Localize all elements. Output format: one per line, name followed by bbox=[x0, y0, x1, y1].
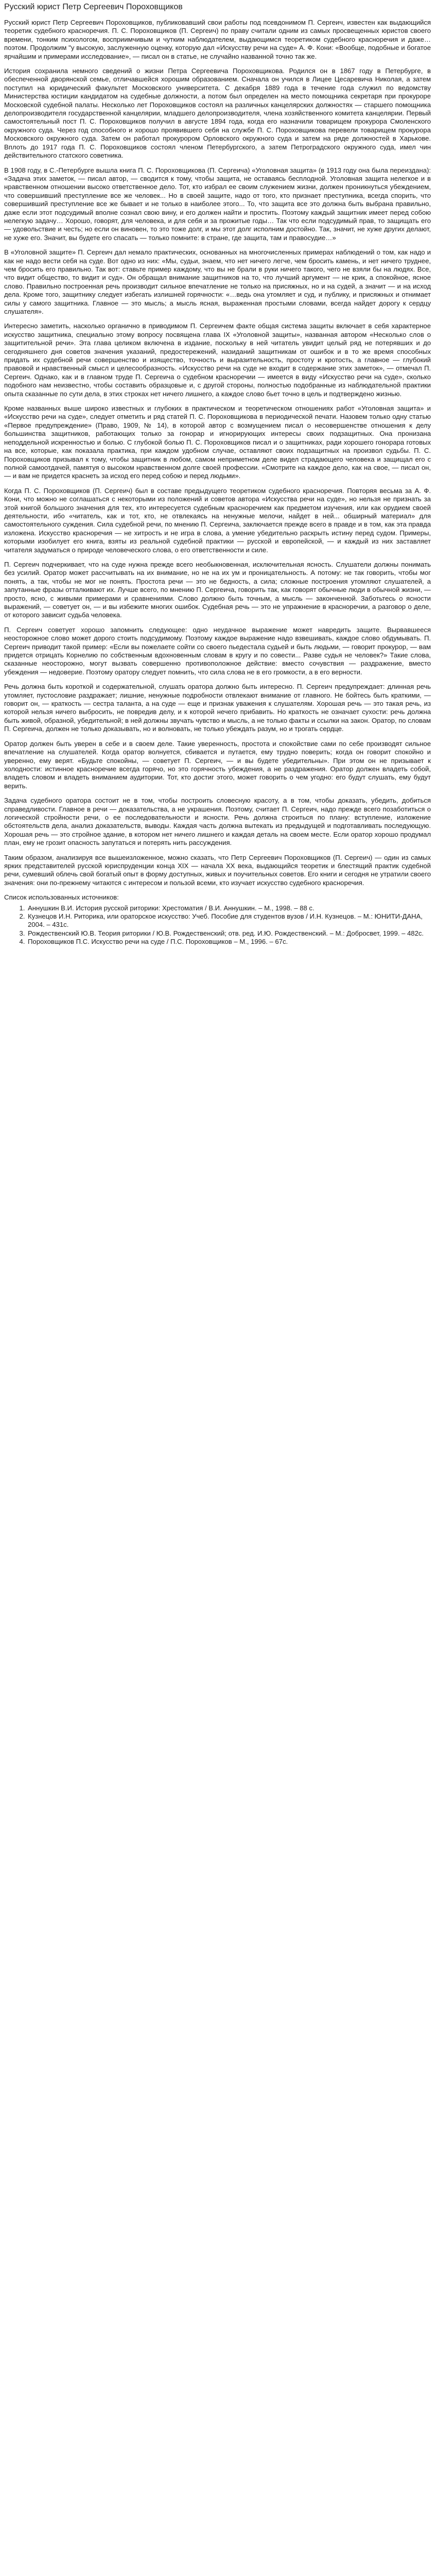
paragraph: В 1908 году, в С.-Петербурге вышла книга П. С. Пороховщикова (П. Сергеича) «Уголовная защита» (в 1913 году она была переиздана): «Задача этих заметок, — писал автор, — сводится к тому, чтобы защита, не оставаясь бесплодной. Уголовная защита нелегкое и в нравственном отношении высоко ответственное дело. Тот, кто избрал ее своим служением жизни, должен проникнуться убеждением, что совершивший преступление все же человек... Но в своей защите, надо от того, кто признает преступника, всегда спорить, что совершивший преступление все же бывает и не только в наиболее этого... То, что защита все это должна быть выбрана правильно, даже если этот подсудимый вполне сознал свою вину, и его должен найти и простить. Поэтому каждый защитник имеет перед собою нелегкую задачу… Хорошо, говорят, для человека, и для себя и за прожитые годы… Так что если подсудимый прав, то защищать его — удовольствие и честь; но если он виновен, то это тоже долг, и мы этот долг исполним достойно. Так, значит, не хуже других делают, не хуже его. Значит, вы будете его спасать — только помните: в стране, где защита, там и правосудие…» bbox=[4, 166, 431, 242]
paragraph: Оратор должен быть уверен в себе и в своем деле. Такие уверенность, простота и спокойствие сами по себе производят сильное впечатление на слушателей. Когда оратор волнуется, сбивается и путается, ему трудно поверить; когда он говорит спокойно и уверенно, ему верят. «Будьте спокойны, — советует П. Сергеич, — и вы будете убедительны». При этом он не призывает к холодности: истинное красноречие всегда горячо, но это горячность убеждения, а не раздражения. Оратор должен владеть собой, владеть словом и владеть вниманием аудитории. Тот, кто достиг этого, может говорить о чем угодно: его будут слушать, ему будут верить. bbox=[4, 739, 431, 790]
sources-heading: Список использованных источников: bbox=[4, 893, 119, 902]
paragraph: История сохранила немного сведений о жизни Петра Сергеевича Пороховщикова. Родился он в 1867 году в Петербурге, в обеспеченной дворянской семье, отличавшейся хорошим образованием. Сначала он учился в Лицее Цесаревича Николая, а затем поступил на юридический факультет Московского университета. С декабря 1889 года в течение года служил по ведомству Министерства юстиции кандидатом на судебные должности, а потом был определен на место помощника секретаря при прокуроре Московской судебной палаты. Несколько лет Пороховщиков состоял на различных канцелярских должностях — старшего помощника делопроизводителя государственной канцелярии, младшего делопроизводителя, члена хозяйственного комитета канцелярии. Первый самостоятельный пост П. С. Пороховщиков получил в августе 1894 года, когда его назначили товарищем прокурора Смоленского окружного суда. Через год способного и хорошо проявившего себя на службе П. С. Пороховщикова перевели товарищем прокурора Московского окружного суда. Затем он работал прокурором Орловского окружного суда и затем на ряде должностей в Харькове. Вплоть до 1917 года П. С. Пороховщиков состоял членом Петербургского, а затем Петроградского окружного суда, имел чин действительного статского советника. bbox=[4, 67, 431, 160]
paragraph: В «Уголовной защите» П. Сергеич дал немало практических, основанных на многочисленных примерах наблюдений о том, как надо и как не надо вести себя на суде. Вот одно из них: «Мы, судьи, знаем, что нет ничего легче, чем бросить камень, и нет ничего труднее, чем бросить его правильно. Так вот: ставьте пример каждому, что вы не брали в руки ничего такого, чего не взяли бы на людях. Все, что видит общество, то видит и суд». Он обращал внимание защитников на то, что лучший аргумент — не крик, а спокойное, ясное слово. Правильно построенная речь производит сильное впечатление не только на присяжных, но и на судей, а значит — и на исход дела. Кроме того, защитнику следует избегать излишней горячности: «…ведь она утомляет и суд, и публику, и присяжных и отнимает силы у самого защитника. Главное — это мысль; а мысль ясная, выраженная простыми словами, всегда найдет дорогу к сердцу слушателя». bbox=[4, 248, 431, 315]
paragraph: Таким образом, анализируя все вышеизложенное, можно сказать, что Петр Сергеевич Пороховщиков (П. Сергеич) — один из самых ярких представителей русской юриспруденции конца XIX — начала XX века, выдающийся теоретик и блестящий практик судебной речи, сумевший облечь свой богатый опыт в форму доступных, живых и поучительных советов. Его книги и сегодня не утратили своего значения: они по-прежнему читаются с интересом и пользой всеми, кто изучает искусство судебного красноречия. bbox=[4, 853, 431, 887]
paragraph: П. Сергеич советует хорошо запомнить следующее: одно неудачное выражение может навредить защите. Вырвавшееся неосторожное слово может дорого стоить подсудимому. Поэтому каждое выражение надо взвешивать, каждое слово обдумывать. П. Сергеич приводит такой пример: «Если вы пожелаете сойти со своего пьедестала судьей и быть людьми, — говорит прокурор, — вам придется отрицать Корнелию по собственным вдохновенным словам в кругу и по совести... Разве судья не человек?» Такие слова, сказанные неосторожно, могут вызвать совершенно противоположное действие: вместо сочувствия — раздражение, вместо убеждения — недоверие. Поэтому оратору следует помнить, что сила слова не в его громкости, а в его верности. bbox=[4, 625, 431, 676]
paragraph: Интересно заметить, насколько органично в приводимом П. Сергеичем факте общая система защиты включает в себя характерное искусство защитника, специально этому вопросу посвящена глава IX «Уголовной защиты», названная автором «Несколько слов о защитительной речи». Эта глава целиком включена в издание, поскольку в ней читатель увидит целый ряд не потерявших и до сегодняшнего дня советов значения указаний, предостережений, назиданий защитникам от ошибок и в то же время способных придать их судебной речи совершенство и изящество, точность и выразительность, простоту и кротость, а главное — глубокий правовой и нравственный смысл и целесообразность. «Искусство речи на суде не входит в содержание этих заметок», — отмечал П. Сергеич. Однако, как и в главном труде П. Сергеича о судебном красноречии — имеется в виду «Искусство речи на суде», сколько подобного нам неизвестно, чтобы составить образцовые и, с другой стороны, полностью подобранные из наблюдательной практики опыта сказанные по сути дела, в этих строках нет ничего лишнего, а каждое слово бьет точно в цель и подтверждено жизнью. bbox=[4, 322, 431, 398]
paragraph: Задача судебного оратора состоит не в том, чтобы построить словесную красоту, а в том, чтобы доказать, убедить, добиться справедливости. Главное в речи — доказательства, а не украшения. Поэтому, считает П. Сергеич, надо прежде всего позаботиться о логической стройности речи, о ее последовательности и ясности. Речь должна строиться по плану: вступление, изложение обстоятельств дела, анализ доказательств, выводы. Каждая часть должна вытекать из предыдущей и подготавливать последующую. Хорошая речь — это стройное здание, в котором нет ничего лишнего и каждая деталь на своем месте. Если оратор хорошо продумал план, ему не грозит опасность запутаться и потерять нить рассуждения. bbox=[4, 796, 431, 847]
paragraph: Речь должна быть короткой и содержательной, слушать оратора должно быть интересно. П. Сергеич предупреждает: длинная речь утомляет, пустословие раздражает; лишние, ненужные подробности отвлекают внимание от главного. Не бойтесь быть краткими, — говорит он, — краткость — сестра таланта, а на суде — еще и признак уважения к слушателям. Хорошая речь — это такая речь, из которой нельзя ничего выбросить, не повредив делу, и к которой нечего прибавить. Но краткость не означает сухости: речь должна быть живой, образной, убедительной; в ней должны звучать чувство и мысль, а не только факты и ссылки на закон. Оратор, по словам П. Сергеича, должен не только доказывать, но и волновать, не только убеждать разум, но и трогать сердце. bbox=[4, 683, 431, 733]
paragraph: П. Сергеич подчеркивает, что на суде нужна прежде всего необыкновенная, исключительная ясность. Слушатели должны понимать без усилий. Оратор может рассчитывать на их внимание, но не на их ум и проницательность. А потому: не так говорить, чтобы мог понять, а так, чтобы не мог не понять. Простота речи — это не бедность, а сила; сложные построения утомляют слушателей, а запутанные фразы отталкивают их. Лучше всего, по мнению П. Сергеича, говорить так, как говорят обычные люди в обычной жизни, — просто, ясно, с живыми примерами и сравнениями. Слово должно быть точным, а мысль — законченной. Заботьтесь о ясности выражений, — советует он, — и вы избежите многих ошибок. Судебная речь — это не упражнение в красноречии, а разговор о деле, от которого зависит судьба человека. bbox=[4, 560, 431, 619]
sources-list bbox=[4, 904, 431, 946]
paragraph: Когда П. С. Пороховщиков (П. Сергеич) был в составе предыдущего теоретиком судебного красноречия. Повторяя весьма за А. Ф. Кони, что можно не соглашаться с некоторыми из положений и советов автора «Искусства речи на суде», но нельзя не признать за этой книгой большого значения для тех, кто интересуется судебным красноречием как предметом изучения, или как орудием своей деятельности, ибо «читатель, как и тот, кто, не отвлекаясь на ненужные мелочи, найдет в ней... обширный материал» для самостоятельного суждения. Сила судебной речи, по мнению П. Сергеича, заключается прежде всего в правде и в том, как эта правда изложена. Искусство красноречия — не хитрость и не игра в слова, а умение убедительно раскрыть истину перед судом. Примеры, которыми изобилует его книга, взяты из реальной судебной практики — русской и европейской, — и каждый из них заставляет читателя задуматься о природе человеческого слова, о его ответственности и силе. bbox=[4, 486, 431, 554]
page-title: Русский юрист Петр Сергеевич Пороховщиков bbox=[4, 3, 183, 11]
article-body bbox=[4, 19, 431, 887]
source-item: 4. Пороховщиков П.С. Искусство речи на суде / П.С. Пороховщиков – М., 1996. – 67с. bbox=[27, 938, 431, 946]
source-item: 3. Рождественский Ю.В. Теория риторики / Ю.В. Рождественский; отв. ред. И.Ю. Рождественский. – М.: Добросвет, 1999. – 482с. bbox=[27, 929, 431, 938]
source-item: 2. Кузнецов И.Н. Риторика, или ораторское искусство: Учеб. Пособие для студентов вузов / И.Н. Кузнецов. – М.: ЮНИТИ-ДАНА, 2004. – 431с. bbox=[27, 912, 431, 929]
source-item: 1. Аннушкин В.И. История русской риторики: Хрестоматия / В.И. Аннушкин. – М., 1998. – 88 с. bbox=[27, 904, 431, 912]
paragraph: Русский юрист Петр Сергеевич Пороховщиков, публиковавший свои работы под псевдонимом П. Сергеич, известен как выдающийся теоретик судебного красноречия. П. С. Пороховщиков (П. Сергеич) по праву считали одним из самых просвещенных юристов своего времени, тонким психологом, восприимчивым и чутким наблюдателем, выдающимся теоретиком судебного красноречия и даже… поэтом. Продолжим "у высокую, заслуженную оценку, которую дал «Искусству речи на суде» А. Ф. Кони: «Вообще, подобные и богатое ярчайшим и примерами исследование», — писал он в статье, не случайно названной точно так же. bbox=[4, 19, 431, 60]
paragraph: Кроме названных выше широко известных и глубоких в практическом и теоретическом отношениях работ «Уголовная защита» и «Искусство речи на суде», следует отметить и ряд статей П. С. Пороховщикова в периодической печати. Назовем только одну статью «Первое предупреждение» (Право, 1909, № 14), в которой автор с возмущением писал о несовершенстве отношения к делу большинства защитников, работающих только за гонорар и игнорирующих интересы своих подзащитных. Она пронизана неподдельной искренностью и болью. С глубокой болью П. С. Пороховщиков писал и о защитниках, ради хорошего гонорара готовых на все, которые, как показала практика, при каждом удобном случае, оставляют своих подзащитных на произвол судьбы. П. С. Пороховщиков призывал к тому, чтобы защитник в любом, самом неприметном деле видел страдающего человека и защищал его с полной самоотдачей, памятуя о высоком нравственном долге своей профессии. «Смотрите на каждое дело, как на свое, — писал он, — и вам не придется краснеть за исход его перед собою и перед людьми». bbox=[4, 404, 431, 480]
